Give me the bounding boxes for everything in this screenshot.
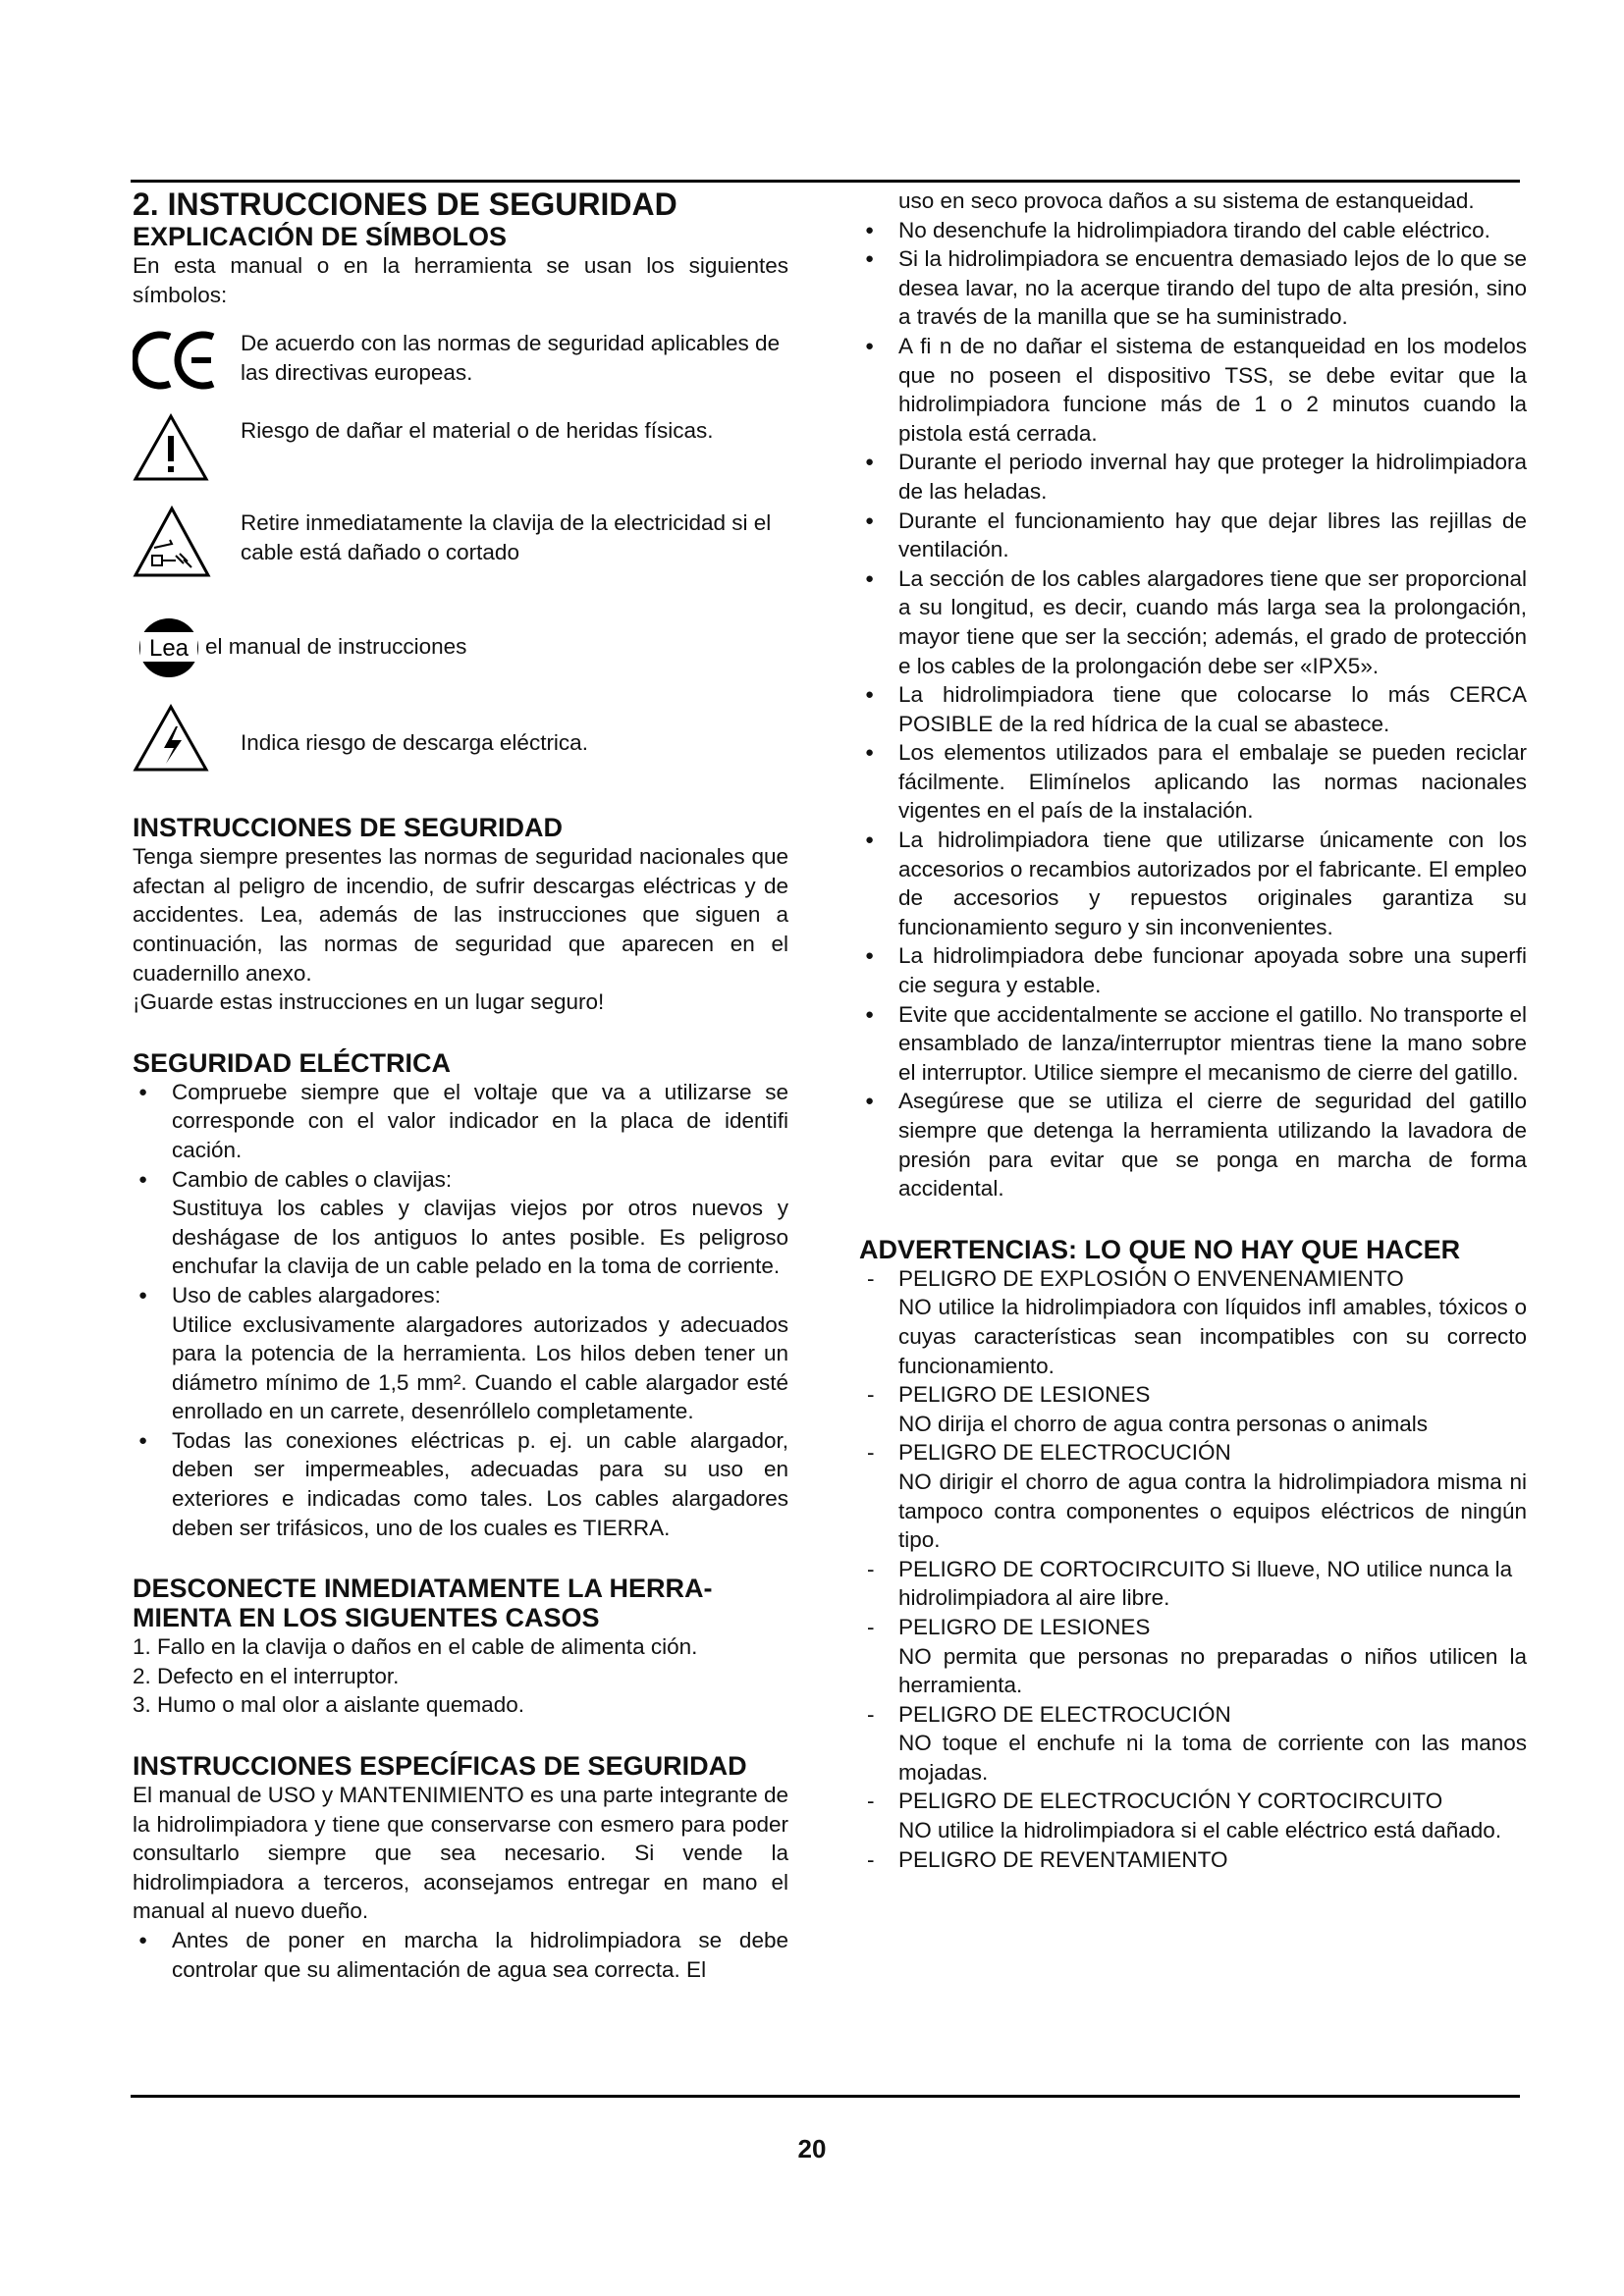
- list-item: 2. Defecto en el interruptor.: [133, 1663, 400, 1688]
- right-bullet-list: [859, 216, 1527, 1203]
- page-title: 2. INSTRUCCIONES DE SEGURIDAD: [133, 187, 677, 222]
- safety-body: Tenga siempre presentes las normas de seguridad nacionales que afectan al peligro de incendio, de sufrir descargas eléctricas y de accidentes. Lea, además de las instrucciones que siguen a continuación, las normas de seguridad que aparecen en el cuadernillo anexo.: [133, 844, 788, 986]
- ce-mark-icon: [133, 329, 241, 392]
- read-manual-icon: [133, 616, 205, 679]
- symbols-heading: EXPLICACIÓN DE SÍMBOLOS: [133, 222, 508, 251]
- list-item: 3. Humo o mal olor a aislante quemado.: [133, 1692, 524, 1718]
- symbols-intro: En esta manual o en la herramienta se usan los siguientes símbolos:: [133, 253, 788, 307]
- warnings-heading: ADVERTENCIAS: LO QUE NO HAY QUE HACER: [859, 1234, 1461, 1264]
- list-item: ● Los elementos utilizados para el embalaje se pueden reciclar fácilmente. Elimínelos aplicando las normas nacionales vigentes en el país de la instalación.: [859, 738, 1527, 826]
- warnings-list: [859, 1264, 1527, 1874]
- symbol-text-electric: Indica riesgo de descarga eléctrica.: [241, 730, 588, 756]
- electric-shock-warning-icon: [133, 703, 241, 774]
- specific-heading: INSTRUCCIONES ESPECÍFICAS DE SEGURIDAD: [133, 1751, 747, 1782]
- symbol-row-ce: [133, 329, 788, 402]
- list-item: ● Compruebe siempre que el voltaje que va a utilizarse se corresponde con el valor indicador en la placa de identifi cación.: [133, 1078, 788, 1165]
- list-item: ● Asegúrese que se utiliza el cierre de seguridad del gatillo siempre que detenga la herramienta utilizando la lavadora de presión para evitar que se ponga en marcha de forma accidental.: [859, 1087, 1527, 1202]
- list-item: ● Evite que accidentalmente se accione el gatillo. No transporte el ensamblado de lanza/interruptor mientras tiene la mano sobre el interruptor. Utilice siempre el mecanismo de cierre del gatillo.: [859, 1000, 1527, 1088]
- list-item: ● No desenchufe la hidrolimpiadora tirando del cable eléctrico.: [859, 216, 1527, 245]
- list-item: - PELIGRO DE EXPLOSIÓN O ENVENENAMIENTO NO utilice la hidrolimpiadora con líquidos infl amables, tóxicos o cuyas características sean incompatibles con su correcto funcionamiento.: [859, 1264, 1527, 1380]
- symbol-row-electric: [133, 703, 788, 781]
- list-item: ● Todas las conexiones eléctricas p. ej. un cable alargador, deben ser impermeables, adecuadas para su uso en exteriores e indicadas como tales. Los cables alargadores deben ser trifásicos, uno de los cuales es TIERRA.: [133, 1426, 788, 1542]
- list-item: - PELIGRO DE LESIONES NO permita que personas no preparadas o niños utilicen la herramienta.: [859, 1613, 1527, 1700]
- list-item: ● Durante el funcionamiento hay que dejar libres las rejillas de ventilación.: [859, 507, 1527, 564]
- electrical-list: [133, 1078, 788, 1543]
- symbol-text-ce: De acuerdo con las normas de seguridad aplicables de las directivas europeas.: [241, 331, 781, 385]
- disconnect-heading-line1: DESCONECTE INMEDIATAMENTE LA HERRA-: [133, 1574, 713, 1604]
- list-item: ● A fi n de no dañar el sistema de estanqueidad en los modelos que no poseen el dispositivo TSS, se debe evitar que la hidrolimpiadora funcione más de 1 o 2 minutos cuando la pistola está cerrada.: [859, 332, 1527, 448]
- list-item: ● Durante el periodo invernal hay que proteger la hidrolimpiadora de las heladas.: [859, 448, 1527, 506]
- list-item: - PELIGRO DE CORTOCIRCUITO Si llueve, NO utilice nunca la hidrolimpiadora al aire libre.: [859, 1555, 1527, 1613]
- top-rule: [131, 180, 1520, 183]
- symbol-text-manual: el manual de instrucciones: [205, 634, 467, 660]
- svg-text:Lea: Lea: [148, 635, 189, 663]
- list-item: - PELIGRO DE ELECTROCUCIÓN Y CORTOCIRCUITO NO utilice la hidrolimpiadora si el cable eléctrico está dañado.: [859, 1787, 1527, 1844]
- list-item: ● Uso de cables alargadores: Utilice exclusivamente alargadores autorizados y adecuados para la potencia de la herramienta. Los hilos deben tener un diámetro mínimo de 1,5 mm². Cuando el cable alargador esté enrollado en un carrete, desenróllelo completamente.: [133, 1281, 788, 1426]
- symbol-text-warning: Riesgo de dañar el material o de heridas físicas.: [241, 418, 714, 444]
- list-item: ● Si la hidrolimpiadora se encuentra demasiado lejos de lo que se desea lavar, no la acerque tirando del tupo de alta presión, sino a través de la manilla que se ha suministrado.: [859, 244, 1527, 332]
- list-item: ● Antes de poner en marcha la hidrolimpiadora se debe controlar que su alimentación de agua sea correcta. El: [133, 1926, 788, 1984]
- symbol-row-manual: [133, 616, 788, 685]
- specific-list: [133, 1926, 788, 1984]
- symbol-text-cable: Retire inmediatamente la clavija de la electricidad si el cable está dañado o cortado: [241, 510, 772, 564]
- list-item: - PELIGRO DE ELECTROCUCIÓN NO dirigir el chorro de agua contra la hidrolimpiadora misma ni tampoco contra componentes o equipos eléctricos de ningún tipo.: [859, 1438, 1527, 1554]
- list-item: 1. Fallo en la clavija o daños en el cable de alimenta ción.: [133, 1634, 698, 1660]
- list-item: ● La sección de los cables alargadores tiene que ser proporcional a su longitud, es decir, cuando más larga sea la prolongación, mayor tiene que ser la sección; además, el grado de protección e los cables de la prolongación debe ser «IPX5».: [859, 564, 1527, 680]
- bottom-rule: [131, 2095, 1520, 2098]
- damaged-cable-warning-icon: [133, 505, 241, 579]
- list-item: - PELIGRO DE REVENTAMIENTO: [859, 1845, 1527, 1875]
- disconnect-list: [133, 1632, 788, 1720]
- symbol-row-warning: [133, 412, 788, 499]
- list-item: ● La hidrolimpiadora tiene que colocarse lo más CERCA POSIBLE de la red hídrica de la cual se abastece.: [859, 680, 1527, 738]
- list-item: ● La hidrolimpiadora tiene que utilizarse únicamente con los accesorios o recambios autorizados por el fabricante. El empleo de accesorios y repuestos originales garantiza su funcionamiento seguro y sin inconvenientes.: [859, 826, 1527, 941]
- right-column: [859, 187, 1527, 1874]
- electrical-heading: SEGURIDAD ELÉCTRICA: [133, 1047, 452, 1078]
- warning-triangle-icon: [133, 412, 241, 483]
- list-item: - PELIGRO DE LESIONES NO dirija el chorro de agua contra personas o animals: [859, 1380, 1527, 1438]
- disconnect-heading-line2: MIENTA EN LOS SIGUENTES CASOS: [133, 1603, 600, 1633]
- safety-heading: INSTRUCCIONES DE SEGURIDAD: [133, 813, 564, 843]
- safety-note: ¡Guarde estas instrucciones en un lugar seguro!: [133, 989, 605, 1015]
- continuation-text: uso en seco provoca daños a su sistema de estanqueidad.: [898, 188, 1475, 213]
- symbol-row-cable: [133, 505, 788, 591]
- left-column: [133, 187, 788, 1984]
- list-item: ● Cambio de cables o clavijas: Sustituya los cables y clavijas viejos por otros nuevos y deshágase de los antiguos lo antes posible. Es peligroso enchufar la clavija de un cable pelado en la toma de corriente.: [133, 1165, 788, 1281]
- page-number: 20: [797, 2134, 827, 2163]
- specific-body: El manual de USO y MANTENIMIENTO es una parte integrante de la hidrolimpiadora y tiene que conservarse con esmero para poder consultarlo siempre que sea necesario. Si vende la hidrolimpiadora a terceros, aconsejamos entregar en mano el manual al nuevo dueño.: [133, 1783, 788, 1924]
- list-item: ● La hidrolimpiadora debe funcionar apoyada sobre una superfi cie segura y estable.: [859, 941, 1527, 999]
- list-item: - PELIGRO DE ELECTROCUCIÓN NO toque el enchufe ni la toma de corriente con las manos mojadas.: [859, 1700, 1527, 1788]
